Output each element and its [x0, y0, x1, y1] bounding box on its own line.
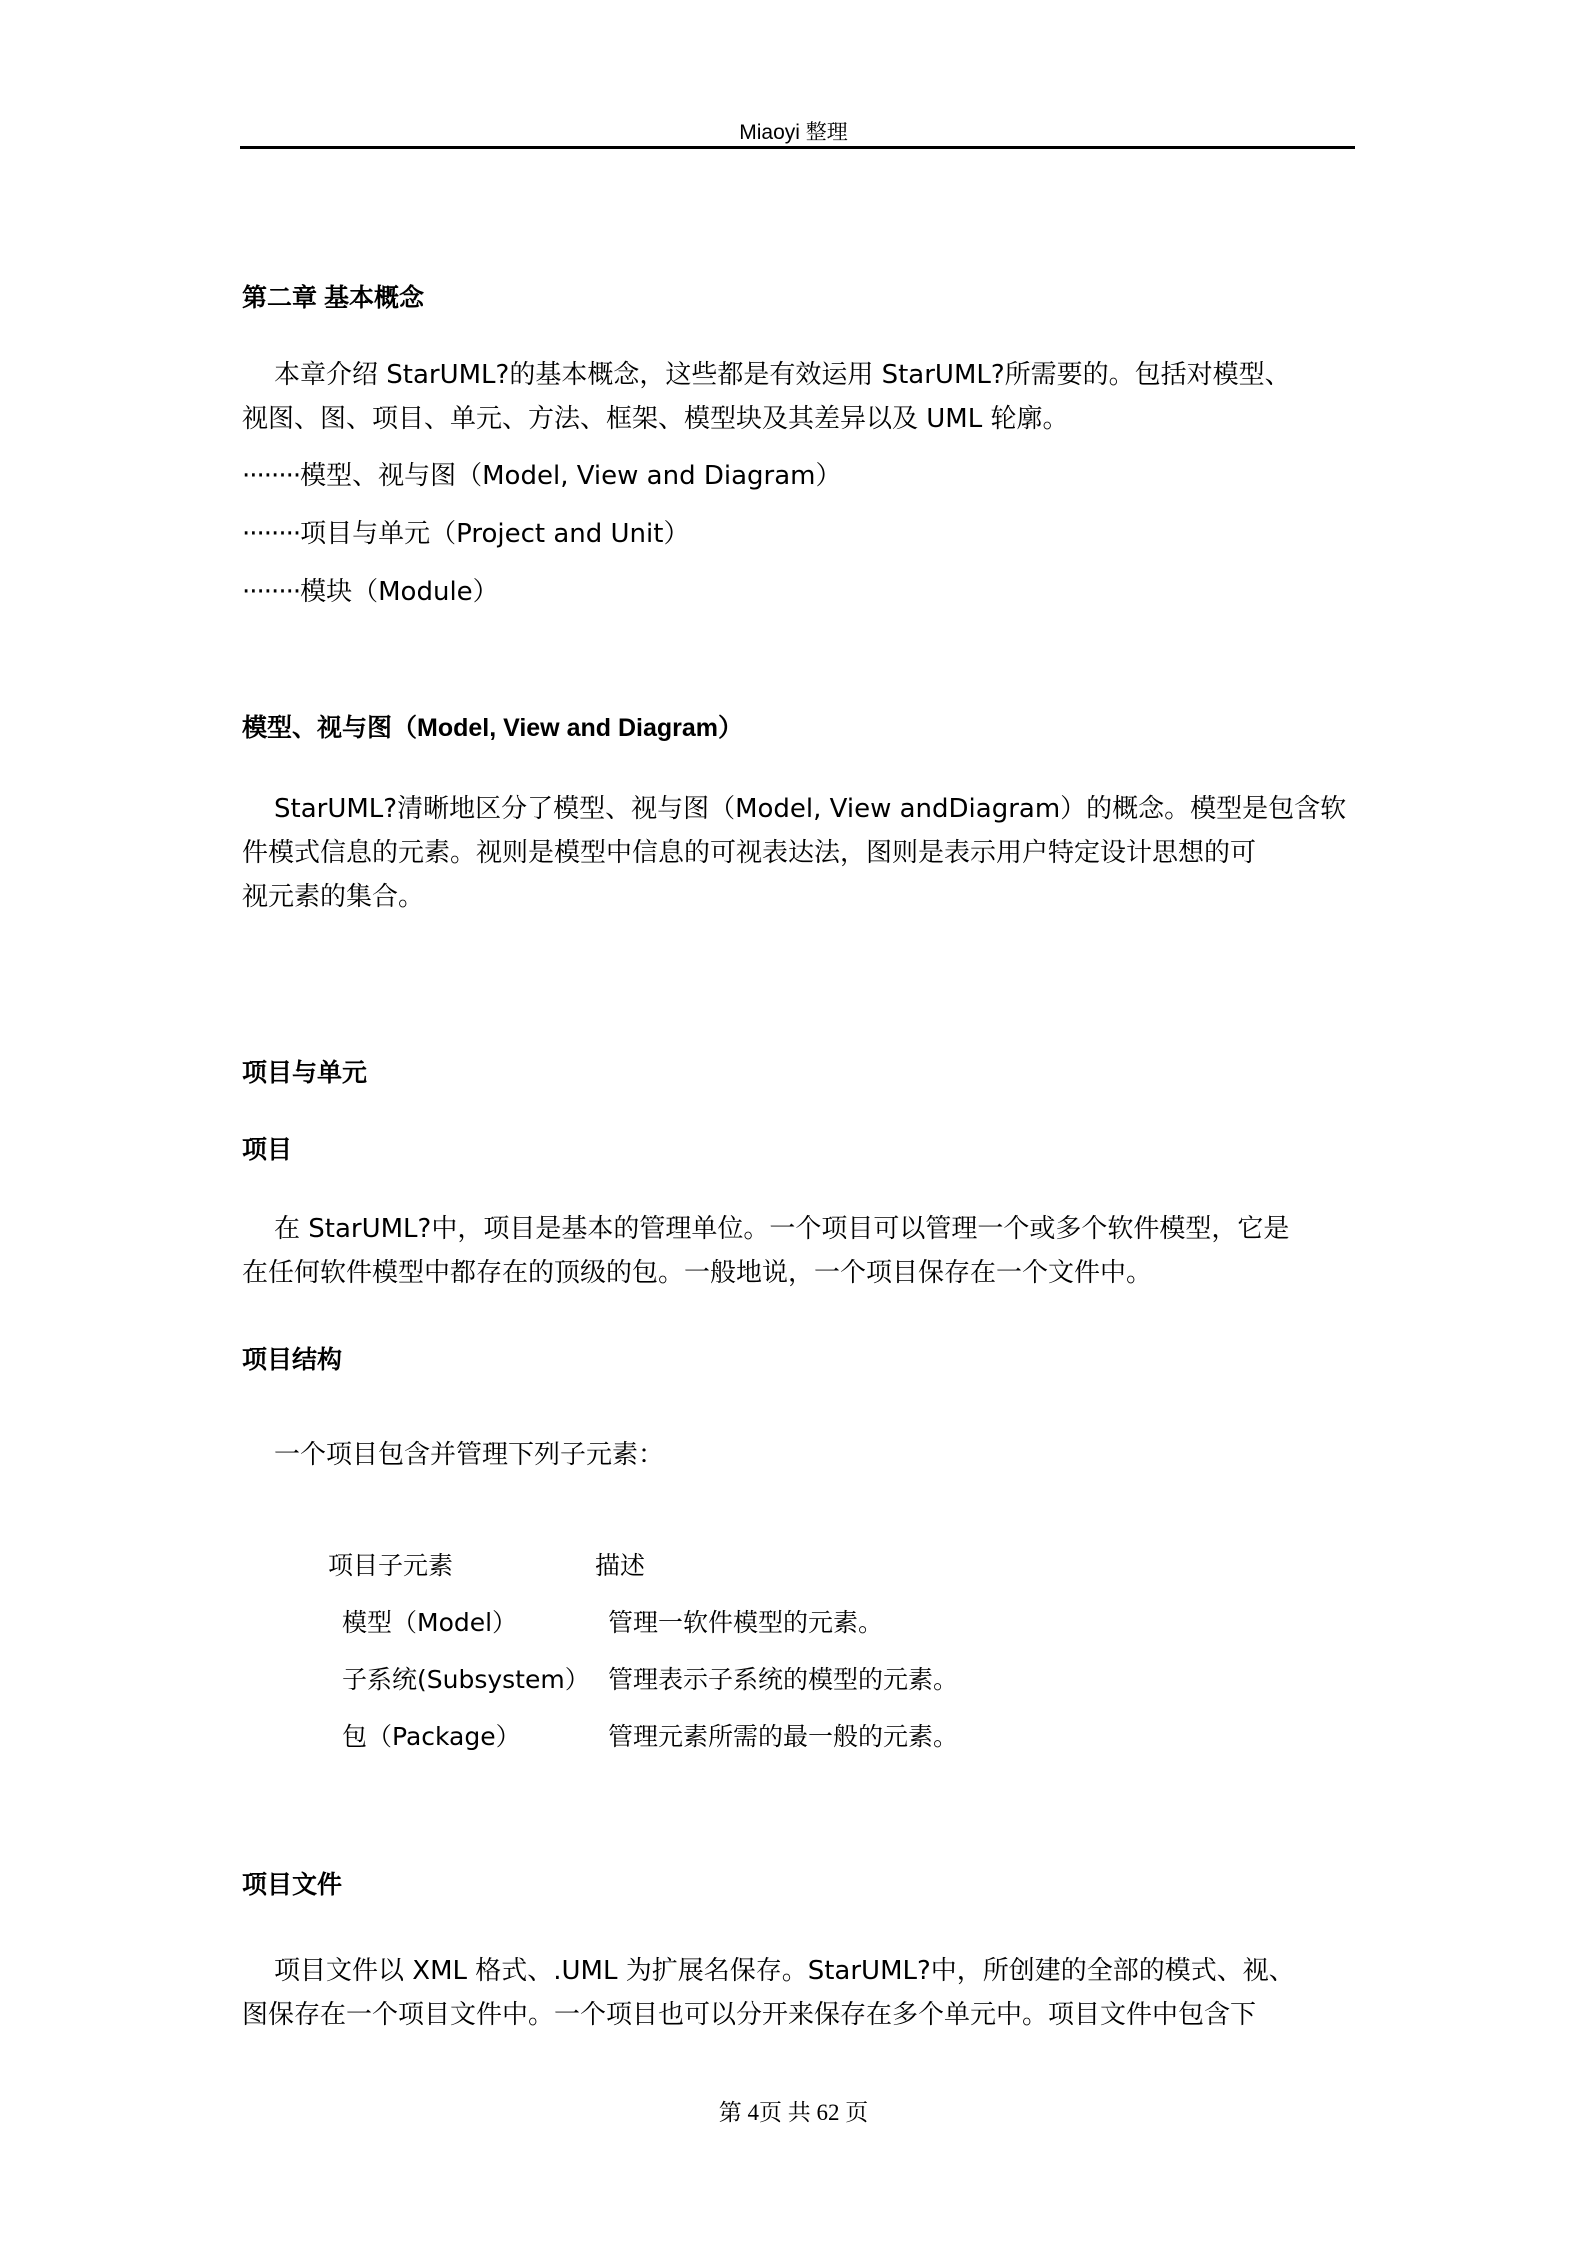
table-cell-description: 管理一软件模型的元素。 [608, 1608, 884, 1637]
toc-label: 模块（Module） [300, 577, 499, 607]
page-number: 第 4页 共 62 页 [718, 2100, 869, 2125]
toc-leader-dots: ········ [242, 519, 301, 549]
table-cell-element: 模型（Model） [342, 1608, 518, 1637]
toc-item-module[interactable] [242, 571, 499, 608]
intro-line-1: 本章介绍 StarUML?的基本概念，这些都是有效运用 StarUML?所需要的。包括对模型、 [274, 360, 1291, 390]
chapter-title: 第二章 基本概念 [242, 284, 424, 312]
toc-item-model-view-diagram[interactable] [242, 455, 842, 492]
page-header: Miaoyi 整理 [739, 121, 848, 144]
toc-item-project-unit[interactable] [242, 513, 689, 550]
intro-line-2: 视图、图、项目、单元、方法、框架、模型块及其差异以及 UML 轮廓。 [242, 404, 1069, 434]
toc-leader-dots: ········ [242, 461, 301, 491]
project-para-line-1: 在 StarUML?中，项目是基本的管理单位。一个项目可以管理一个或多个软件模型，它是 [274, 1214, 1290, 1244]
table-header-description: 描述 [595, 1551, 646, 1580]
toc-label: 模型、视与图（Model, View and Diagram） [300, 461, 842, 491]
project-para-line-2: 在任何软件模型中都存在的顶级的包。一般地说，一个项目保存在一个文件中。 [242, 1258, 1153, 1288]
table-cell-element: 包（Package） [342, 1722, 521, 1751]
file-para-line-2: 图保存在一个项目文件中。一个项目也可以分开来保存在多个单元中。项目文件中包含下 [242, 2000, 1257, 2030]
header-rule [240, 146, 1355, 149]
model-para-line-1: StarUML?清晰地区分了模型、视与图（Model, View andDiagram）的概念。模型是包含软 [274, 794, 1347, 824]
subsection-title-project-file: 项目文件 [242, 1871, 343, 1899]
section-title-project-unit: 项目与单元 [242, 1059, 368, 1087]
subsection-title-project-structure: 项目结构 [242, 1346, 343, 1374]
table-cell-description: 管理表示子系统的模型的元素。 [608, 1665, 959, 1694]
toc-leader-dots: ········ [242, 577, 301, 607]
model-para-line-2: 件模式信息的元素。视则是模型中信息的可视表达法，图则是表示用户特定设计思想的可 [242, 838, 1257, 868]
table-cell-description: 管理元素所需的最一般的元素。 [608, 1722, 959, 1751]
toc-label: 项目与单元（Project and Unit） [300, 519, 690, 549]
section-title-model-view-diagram: 模型、视与图（Model, View and Diagram） [242, 714, 744, 742]
table-cell-element: 子系统(Subsystem） [342, 1665, 590, 1694]
subsection-title-project: 项目 [242, 1136, 293, 1164]
file-para-line-1: 项目文件以 XML 格式、.UML 为扩展名保存。StarUML?中，所创建的全部的模式、视、 [274, 1956, 1295, 1986]
table-header-element: 项目子元素 [328, 1551, 454, 1580]
structure-intro: 一个项目包含并管理下列子元素： [274, 1440, 665, 1470]
model-para-line-3: 视元素的集合。 [242, 882, 425, 912]
